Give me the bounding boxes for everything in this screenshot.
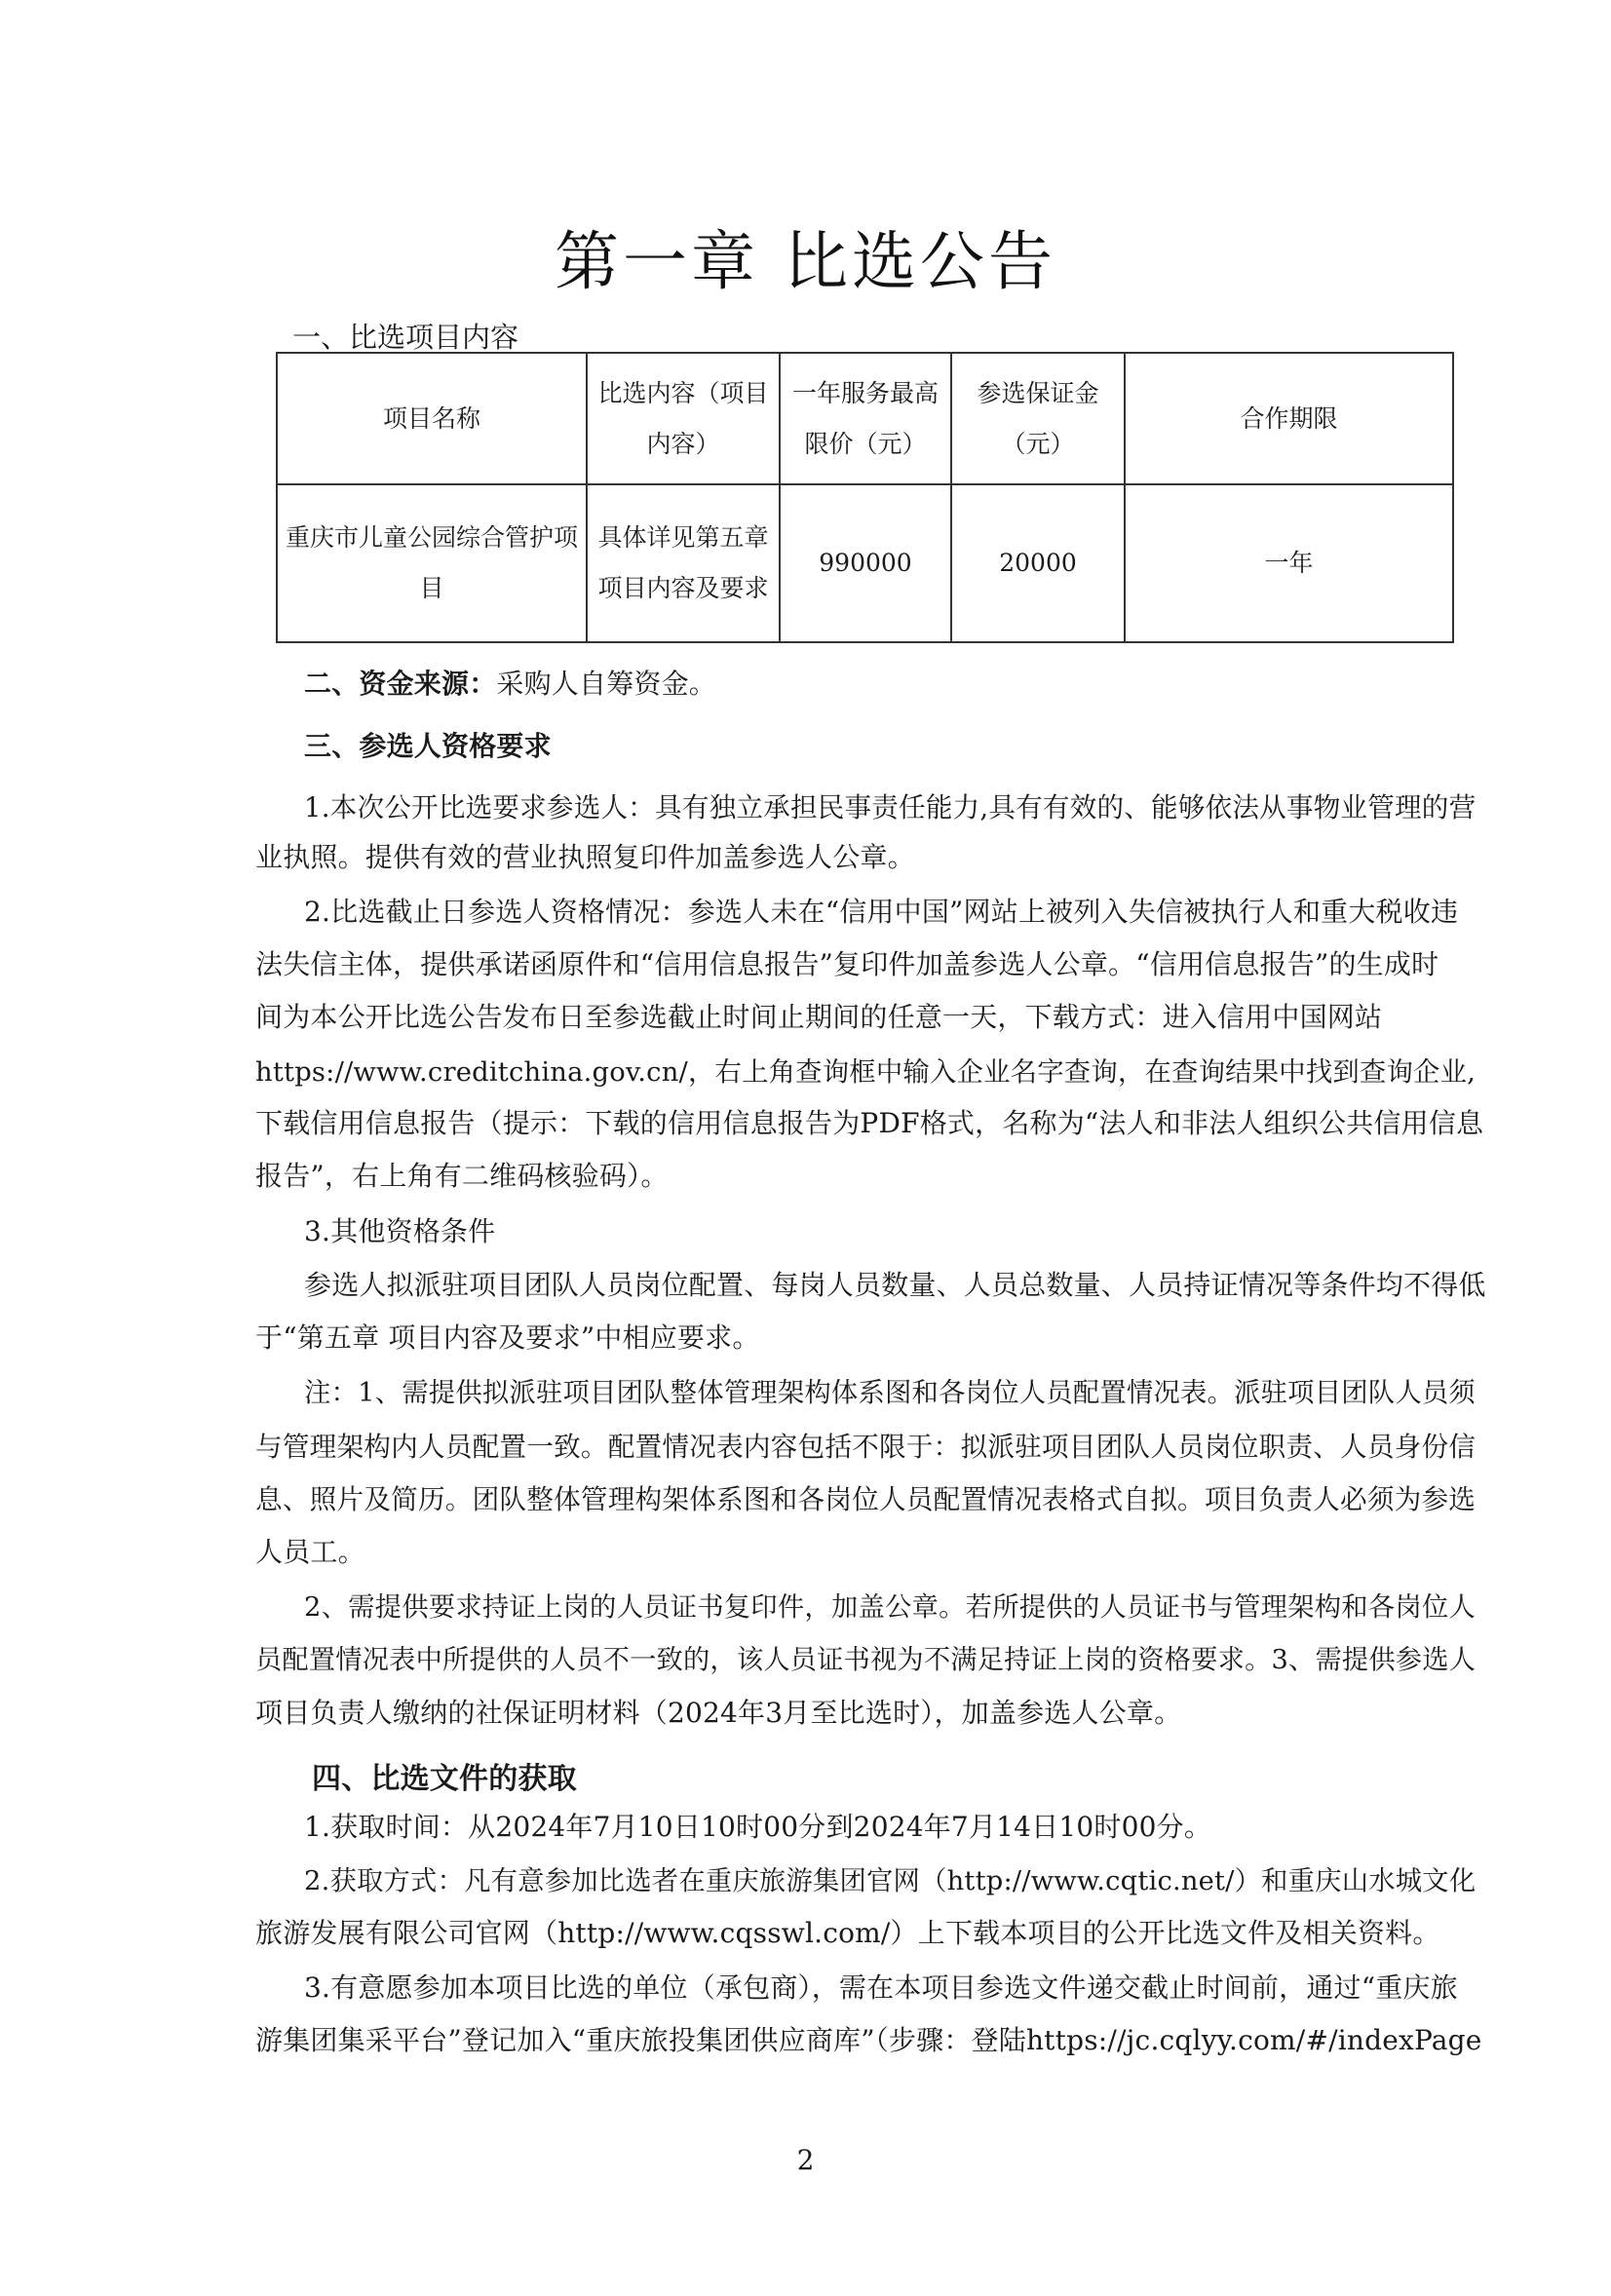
cell-deposit: 20000 <box>951 484 1125 642</box>
project-table <box>276 352 1454 643</box>
paragraph-line: 1.本次公开比选要求参选人：具有独立承担民事责任能力,具有有效的、能够依法从事物业管理的营 <box>304 791 1477 823</box>
paragraph-line: 1.获取时间：从2024年7月10日10时00分到2024年7月14日10时00分。 <box>304 1811 1212 1843</box>
table-row <box>277 484 1453 642</box>
paragraph-line: 3.有意愿参加本项目比选的单位（承包商），需在本项目参选文件递交截止时间前，通过“重庆旅 <box>304 1971 1458 2004</box>
section-3-heading: 三、参选人资格要求 <box>304 730 552 762</box>
section-2-text: 采购人自筹资金。 <box>496 668 717 700</box>
section-2 <box>304 663 1537 702</box>
paragraph-line: 旅游发展有限公司官网（http://www.cqsswl.com/）上下载本项目的公开比选文件及相关资料。 <box>255 1917 1440 1949</box>
paragraph-line: 游集团集采平台”登记加入“重庆旅投集团供应商库”（步骤：登陆https://jc.cqlyy.com/#/indexPage <box>255 2024 1482 2056</box>
paragraph-line: 报告”，右上角有二维码核验码）。 <box>255 1160 669 1192</box>
section-1-heading: 一、比选项目内容 <box>292 321 519 354</box>
paragraph-line: 参选人拟派驻项目团队人员岗位配置、每岗人员数量、人员总数量、人员持证情况等条件均不得低 <box>304 1269 1486 1301</box>
paragraph-line: 间为本公开比选公告发布日至参选截止时间止期间的任意一天，下载方式：进入信用中国网站 <box>255 1001 1383 1033</box>
header-term: 合作期限 <box>1125 353 1453 484</box>
paragraph-line: 项目负责人缴纳的社保证明材料（2024年3月至比选时），加盖参选人公章。 <box>255 1697 1182 1729</box>
cell-content: 具体详见第五章项目内容及要求 <box>587 484 780 642</box>
paragraph-line: 员配置情况表中所提供的人员不一致的，该人员证书视为不满足持证上岗的资格要求。3、需提供参选人 <box>255 1645 1477 1675</box>
paragraph-line: 业执照。提供有效的营业执照复印件加盖参选人公章。 <box>255 841 915 873</box>
table-header-row <box>277 353 1453 484</box>
paragraph-line: 于“第五章 项目内容及要求”中相应要求。 <box>255 1321 760 1354</box>
paragraph-line: https://www.creditchina.gov.cn/，右上角查询框中输入企业名字查询，在查询结果中找到查询企业, <box>255 1057 1477 1088</box>
paragraph-line: 人员工。 <box>255 1536 365 1568</box>
cell-term: 一年 <box>1125 484 1453 642</box>
paragraph-line: 2.比选截止日参选人资格情况：参选人未在“信用中国”网站上被列入失信被执行人和重大税收违 <box>304 896 1459 928</box>
paragraph-line: 注：1、需提供拟派驻项目团队整体管理架构体系图和各岗位人员配置情况表。派驻项目团队人员须 <box>304 1378 1476 1408</box>
cell-max-price: 990000 <box>780 484 951 642</box>
paragraph-line: 3.其他资格条件 <box>304 1215 496 1247</box>
header-project-name: 项目名称 <box>277 353 587 484</box>
paragraph-line: 与管理架构内人员配置一致。配置情况表内容包括不限于：拟派驻项目团队人员岗位职责、人员身份信 <box>255 1431 1477 1463</box>
section-2-heading: 二、资金来源： <box>304 668 497 700</box>
header-max-price: 一年服务最高限价（元） <box>780 353 951 484</box>
paragraph-line: 下载信用信息报告（提示：下载的信用信息报告为PDF格式，名称为“法人和非法人组织公共信用信息 <box>255 1107 1484 1139</box>
paragraph-line: 法失信主体，提供承诺函原件和“信用信息报告”复印件加盖参选人公章。“信用信息报告”的生成时 <box>255 948 1439 980</box>
page-number: 2 <box>796 2144 815 2176</box>
paragraph-line: 2.获取方式：凡有意参加比选者在重庆旅游集团官网（http://www.cqtic.net/）和重庆山水城文化 <box>304 1866 1477 1896</box>
page-title: 第一章 比选公告 <box>555 224 1056 299</box>
header-content: 比选内容（项目内容） <box>587 353 780 484</box>
paragraph-line: 息、照片及简历。团队整体管理构架体系图和各岗位人员配置情况表格式自拟。项目负责人必须为参选 <box>255 1483 1477 1515</box>
section-4-heading: 四、比选文件的获取 <box>312 1762 577 1796</box>
cell-project-name: 重庆市儿童公园综合管护项目 <box>277 484 587 642</box>
header-deposit: 参选保证金（元） <box>951 353 1125 484</box>
paragraph-line: 2、需提供要求持证上岗的人员证书复印件，加盖公章。若所提供的人员证书与管理架构和各岗位人 <box>304 1592 1476 1623</box>
